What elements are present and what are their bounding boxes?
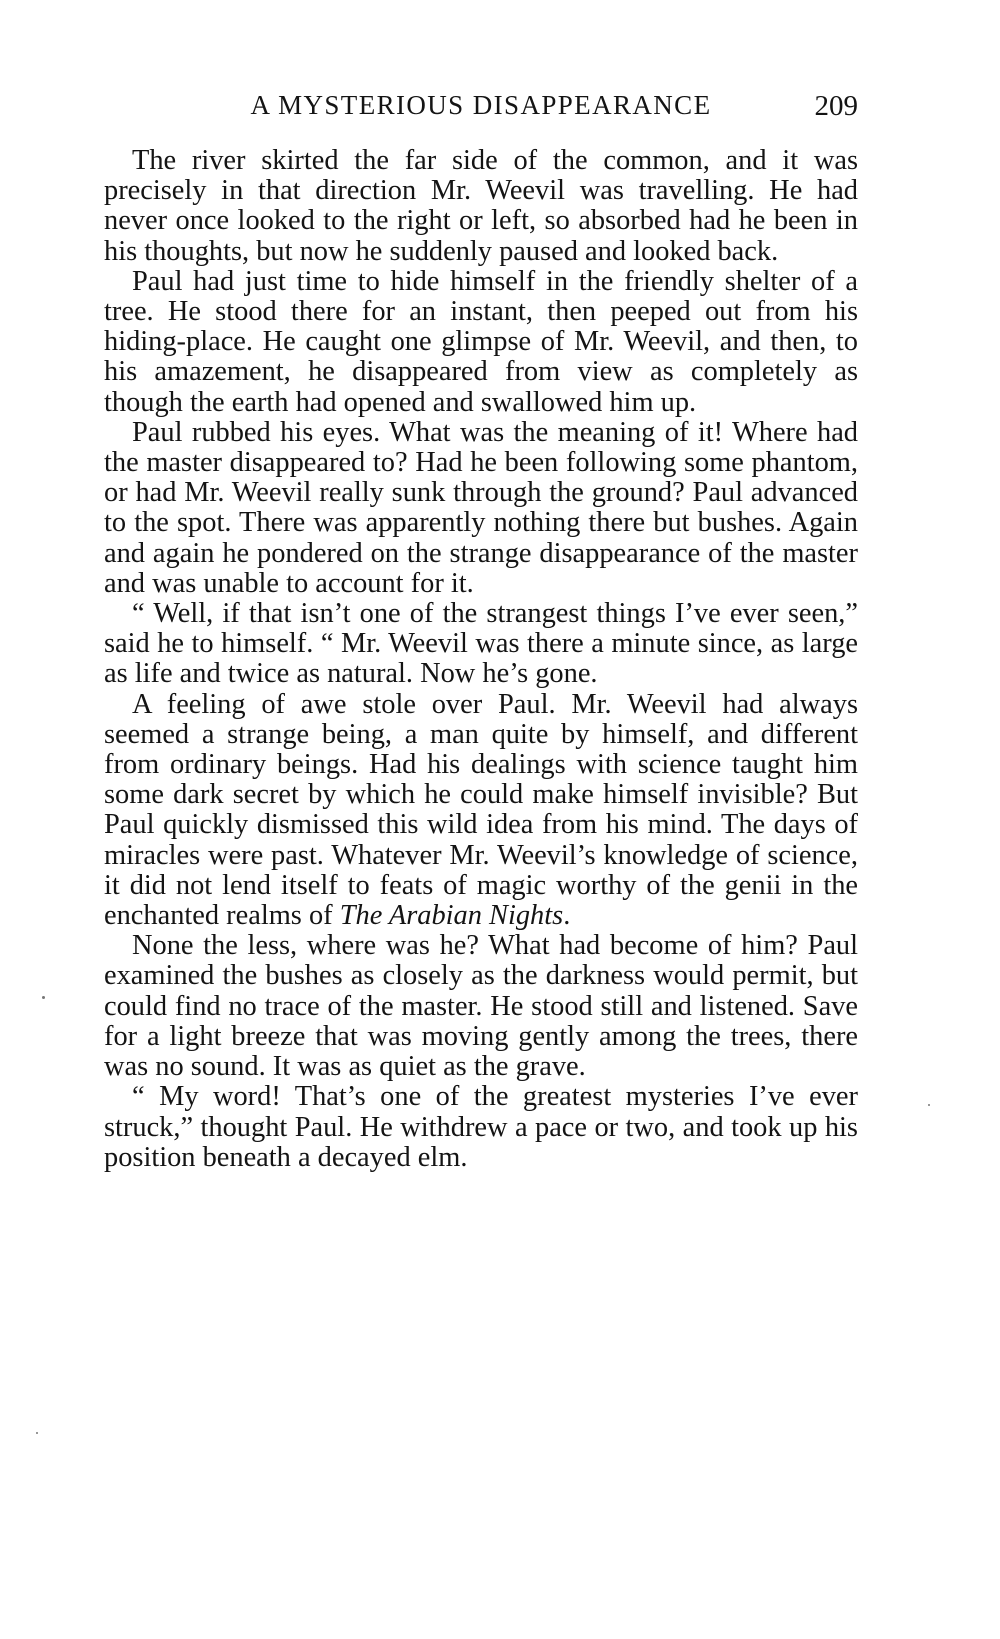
chapter-title: A MYSTERIOUS DISAPPEARANCE [250, 90, 712, 120]
print-speck [42, 996, 45, 999]
paragraph-awe-tail: . [563, 900, 571, 932]
paragraph-hiding: Paul had just time to hide himself in the friendly shelter of a tree. He stood there for an instant, then peeped out from his hiding-place. He caught one glimpse of Mr. Weevil, and then, to his amazement, he disappeared from view as completely as though the earth had opened and swallowed him up. [104, 265, 858, 418]
paragraph-awe-text: A feeling of awe stole over Paul. Mr. Weevil had always seemed a strange being, a man quite by himself, and different from ordinary beings. Had his dealings with science taught him some dark secret by which he could make himself invisible? But Paul quickly dismissed this wild idea from his mind. The days of miracles were past. Whatever Mr. Weevil’s knowledge of science, it did not lend itself to feats of magic worthy of the genii in the enchanted realms of [104, 688, 858, 932]
paragraph-my-word: “ My word! That’s one of the greatest mysteries I’ve ever struck,” thought Paul. He withdrew a pace or two, and took up his position beneath a decayed elm. [104, 1081, 858, 1173]
book-page [104, 88, 858, 1173]
running-header [104, 88, 858, 132]
paragraph-rubbed-eyes: Paul rubbed his eyes. What was the meaning of it! Where had the master disappeared to? Had he been following some phantom, or had Mr. Weevil really sunk through the ground? Paul advanced to the spot. There was apparently nothing there but bushes. Again and again he pondered on the strange disappearance of the master and was unable to account for it. [104, 416, 858, 599]
print-speck [928, 1104, 930, 1106]
paragraph-strangest-things: “ Well, if that isn’t one of the strangest things I’ve ever seen,” said he to himself. “ Mr. Weevil was there a minute since, as large as life and twice as natural. Now he’s gone. [104, 598, 858, 690]
paragraph-where-was-he: None the less, where was he? What had become of him? Paul examined the bushes as closely as the darkness would permit, but could find no trace of the master. He stood still and listened. Save for a light breeze that was moving gently among the trees, there was no sound. It was as quiet as the grave. [104, 930, 858, 1083]
page-number: 209 [814, 90, 858, 122]
paragraph-awe [104, 690, 858, 932]
print-speck [36, 1432, 38, 1434]
book-title-italic: The Arabian Nights [339, 900, 564, 932]
paragraph-river: The river skirted the far side of the common, and it was precisely in that direction Mr. Weevil was travelling. He had never once looked to the right or left, so absorbed had he been in his thoughts, but now he suddenly paused and looked back. [104, 145, 858, 267]
body-text [104, 146, 858, 1173]
